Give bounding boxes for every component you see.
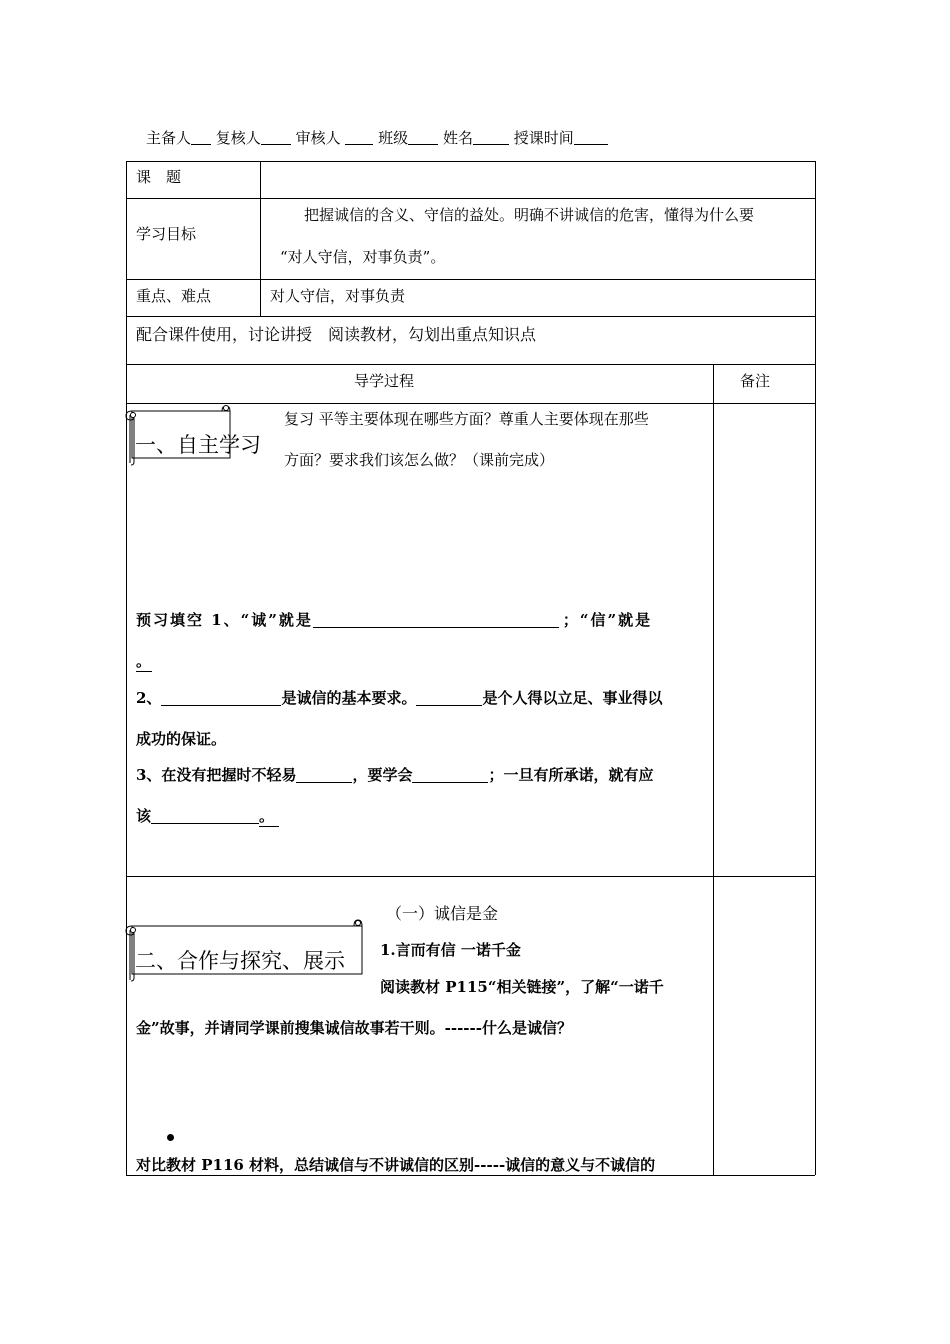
goal-text-line2: “对人守信，对事负责”。 bbox=[280, 248, 446, 266]
fill-blank[interactable] bbox=[416, 689, 482, 706]
reviewer-blank[interactable] bbox=[261, 130, 291, 145]
notes-column-divider bbox=[713, 364, 714, 1175]
preparer-label: 主备人 bbox=[146, 129, 192, 147]
fill-blank[interactable] bbox=[151, 807, 259, 824]
bullet-icon bbox=[167, 1134, 174, 1141]
topic-label: 课 题 bbox=[136, 168, 182, 186]
table-border-top bbox=[126, 161, 815, 162]
name-blank[interactable] bbox=[473, 130, 509, 145]
goal-text-line1: 把握诚信的含义、守信的益处。明确不讲诚信的危害，懂得为什么要 bbox=[304, 206, 755, 224]
fill-blank[interactable] bbox=[161, 689, 281, 706]
fill-blank[interactable] bbox=[412, 766, 488, 783]
reviewer-label: 复核人 bbox=[215, 129, 261, 147]
notes-header: 备注 bbox=[740, 372, 771, 390]
section1-banner: 一、自主学习 bbox=[135, 433, 261, 457]
fill-item-3: 3、在没有把握时不轻易 ，要学会 ；一旦有所承诺，就有应 bbox=[136, 766, 654, 784]
preparer-blank[interactable] bbox=[191, 130, 211, 145]
reading-task-line2: 金”故事，并请同学课前搜集诚信故事若干则。------什么是诚信？ bbox=[136, 1019, 572, 1037]
review-question-line1: 复习 平等主要体现在哪些方面？尊重人主要体现在那些 bbox=[284, 410, 649, 428]
table-divider bbox=[126, 876, 815, 877]
review-question-line2: 方面？要求我们该怎么做？（课前完成） bbox=[284, 451, 555, 469]
fill-blank[interactable] bbox=[313, 611, 559, 628]
fill-item-2-end: 成功的保证。 bbox=[136, 730, 227, 748]
table-divider bbox=[126, 316, 815, 317]
fill-item-1-end: 。 bbox=[136, 652, 152, 670]
key-label: 重点、难点 bbox=[136, 287, 212, 305]
key-value: 对人守信，对事负责 bbox=[270, 287, 406, 305]
fill-item-3-end: 该 。 bbox=[136, 805, 279, 827]
fill-item-1: 预习填空 1、“诚”就是 ；“信”就是 bbox=[136, 611, 653, 629]
auditor-label: 审核人 bbox=[295, 129, 341, 147]
topic-field[interactable] bbox=[262, 163, 813, 197]
time-label: 授课时间 bbox=[513, 129, 574, 147]
point-1-heading: 1.言而有信 一诺千金 bbox=[380, 941, 521, 959]
reading-task-line1: 阅读教材 P115“相关链接”，了解“一诺千 bbox=[380, 978, 664, 996]
table-border-left bbox=[126, 161, 127, 1175]
goal-label: 学习目标 bbox=[136, 225, 197, 243]
table-divider bbox=[126, 198, 815, 199]
table-divider bbox=[126, 364, 815, 365]
table-divider bbox=[126, 279, 815, 280]
time-blank[interactable] bbox=[574, 130, 608, 145]
class-label: 班级 bbox=[378, 129, 409, 147]
fill-blank[interactable] bbox=[296, 766, 352, 783]
header-line bbox=[146, 127, 608, 148]
fill-item-2: 2、 是诚信的基本要求。 是个人得以立足、事业得以 bbox=[136, 689, 663, 707]
teaching-method: 配合课件使用，讨论讲授 阅读教材，勾划出重点知识点 bbox=[136, 325, 537, 344]
label-column-divider bbox=[260, 161, 261, 316]
section2-subtitle: （一）诚信是金 bbox=[386, 904, 499, 923]
table-border-bottom bbox=[126, 1175, 815, 1176]
compare-task: 对比教材 P116 材料，总结诚信与不讲诚信的区别-----诚信的意义与不诚信的 bbox=[136, 1156, 656, 1174]
class-blank[interactable] bbox=[408, 130, 438, 145]
name-label: 姓名 bbox=[442, 129, 473, 147]
section2-banner: 二、合作与探究、展示 bbox=[135, 949, 345, 973]
process-header: 导学过程 bbox=[354, 372, 415, 390]
auditor-blank[interactable] bbox=[345, 130, 373, 145]
table-border-right bbox=[815, 161, 816, 1175]
